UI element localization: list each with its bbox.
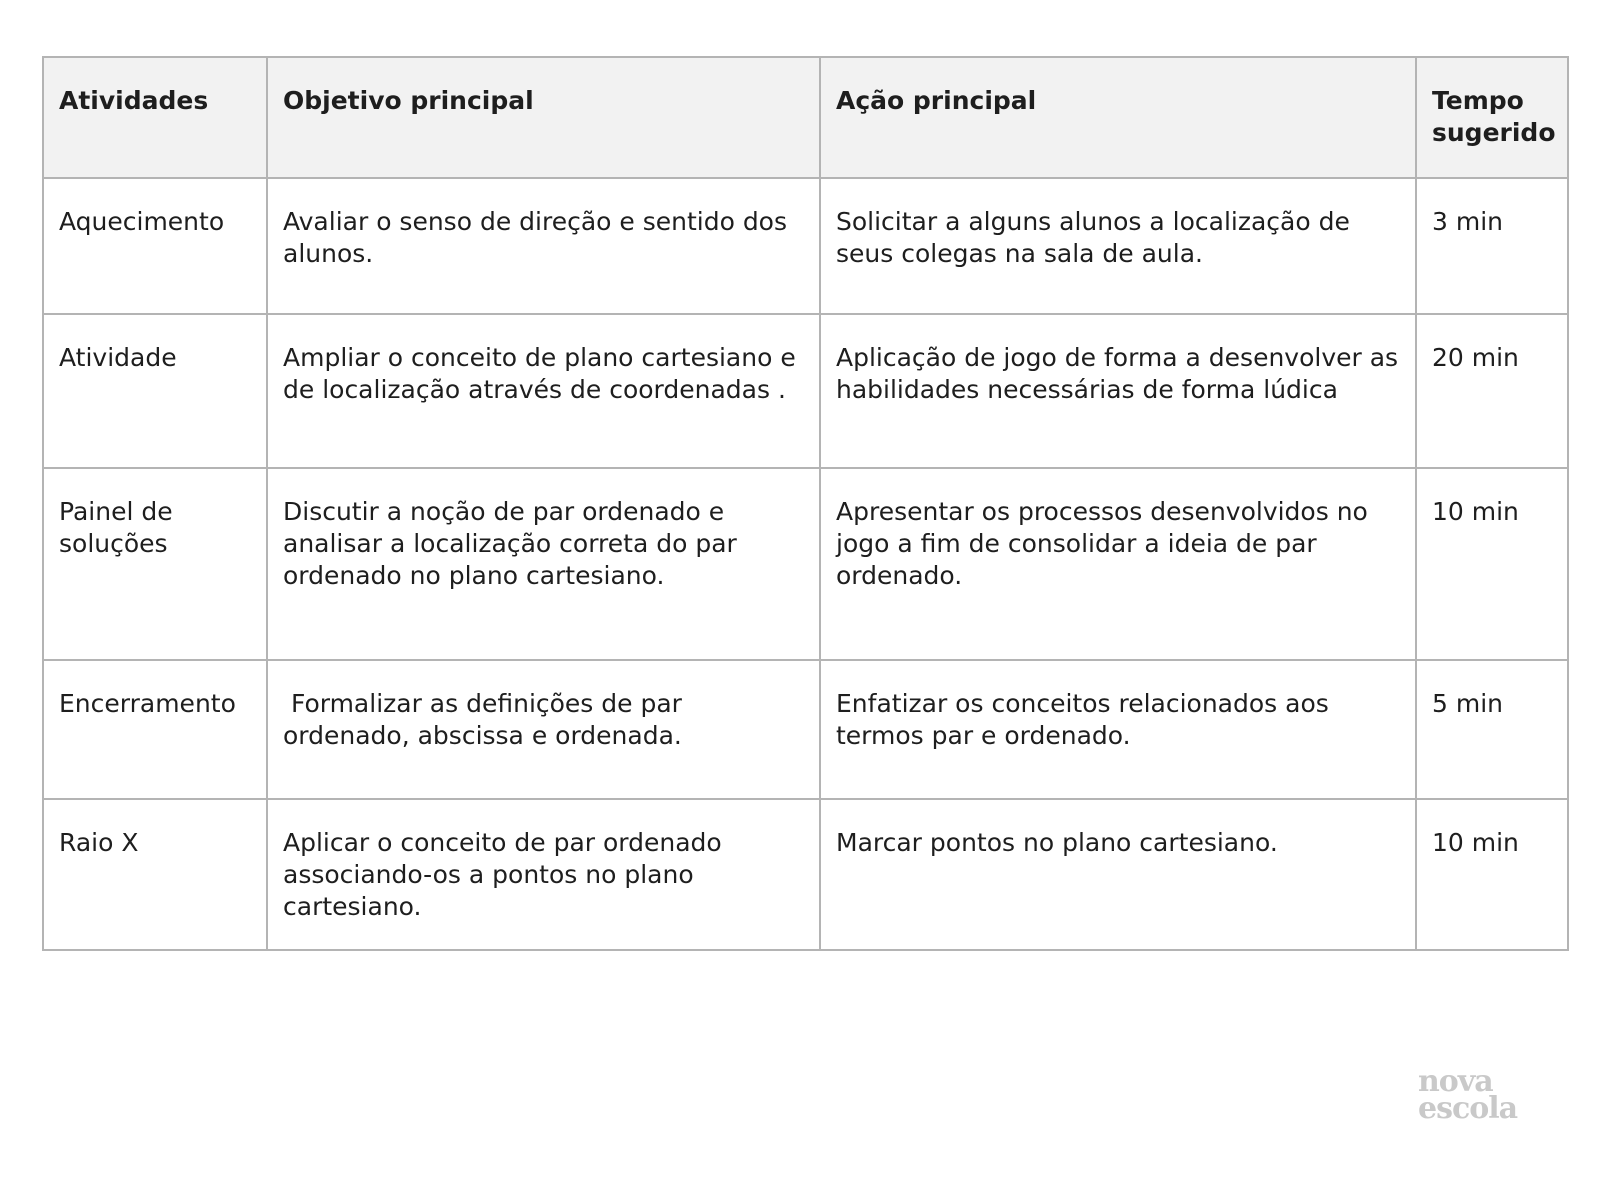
table-row bbox=[43, 799, 1568, 950]
cell-acao: Apresentar os processos desenvolvidos no jogo a fim de consolidar a ideia de par ordenado. bbox=[820, 468, 1416, 660]
cell-acao: Solicitar a alguns alunos a localização de seus colegas na sala de aula. bbox=[820, 178, 1416, 314]
cell-objetivo: Avaliar o senso de direção e sentido dos alunos. bbox=[267, 178, 820, 314]
table-row bbox=[43, 178, 1568, 314]
table-row bbox=[43, 314, 1568, 468]
cell-objetivo: Formalizar as definições de par ordenado, abscissa e ordenada. bbox=[267, 660, 820, 799]
cell-atividade: Aquecimento bbox=[43, 178, 267, 314]
cell-atividade: Encerramento bbox=[43, 660, 267, 799]
cell-tempo: 10 min bbox=[1416, 799, 1568, 950]
cell-acao: Marcar pontos no plano cartesiano. bbox=[820, 799, 1416, 950]
cell-atividade: Painel de soluções bbox=[43, 468, 267, 660]
nova-escola-logo bbox=[1418, 1064, 1538, 1126]
logo-line-escola: escola bbox=[1418, 1091, 1518, 1126]
cell-objetivo: Discutir a noção de par ordenado e analisar a localização correta do par ordenado no plano cartesiano. bbox=[267, 468, 820, 660]
table-row bbox=[43, 468, 1568, 660]
cell-tempo: 5 min bbox=[1416, 660, 1568, 799]
cell-atividade: Raio X bbox=[43, 799, 267, 950]
table-header-row bbox=[43, 57, 1568, 178]
cell-objetivo: Aplicar o conceito de par ordenado associando-os a pontos no plano cartesiano. bbox=[267, 799, 820, 950]
header-atividades: Atividades bbox=[43, 57, 267, 178]
cell-atividade: Atividade bbox=[43, 314, 267, 468]
header-objetivo: Objetivo principal bbox=[267, 57, 820, 178]
table-row bbox=[43, 660, 1568, 799]
cell-objetivo: Ampliar o conceito de plano cartesiano e de localização através de coordenadas . bbox=[267, 314, 820, 468]
lesson-plan-table bbox=[42, 56, 1569, 951]
cell-tempo: 20 min bbox=[1416, 314, 1568, 468]
cell-acao: Enfatizar os conceitos relacionados aos termos par e ordenado. bbox=[820, 660, 1416, 799]
cell-tempo: 3 min bbox=[1416, 178, 1568, 314]
cell-tempo: 10 min bbox=[1416, 468, 1568, 660]
header-tempo: Tempo sugerido bbox=[1416, 57, 1568, 178]
header-acao: Ação principal bbox=[820, 57, 1416, 178]
cell-acao: Aplicação de jogo de forma a desenvolver as habilidades necessárias de forma lúdica bbox=[820, 314, 1416, 468]
logo-line-nova: nova bbox=[1418, 1064, 1493, 1099]
